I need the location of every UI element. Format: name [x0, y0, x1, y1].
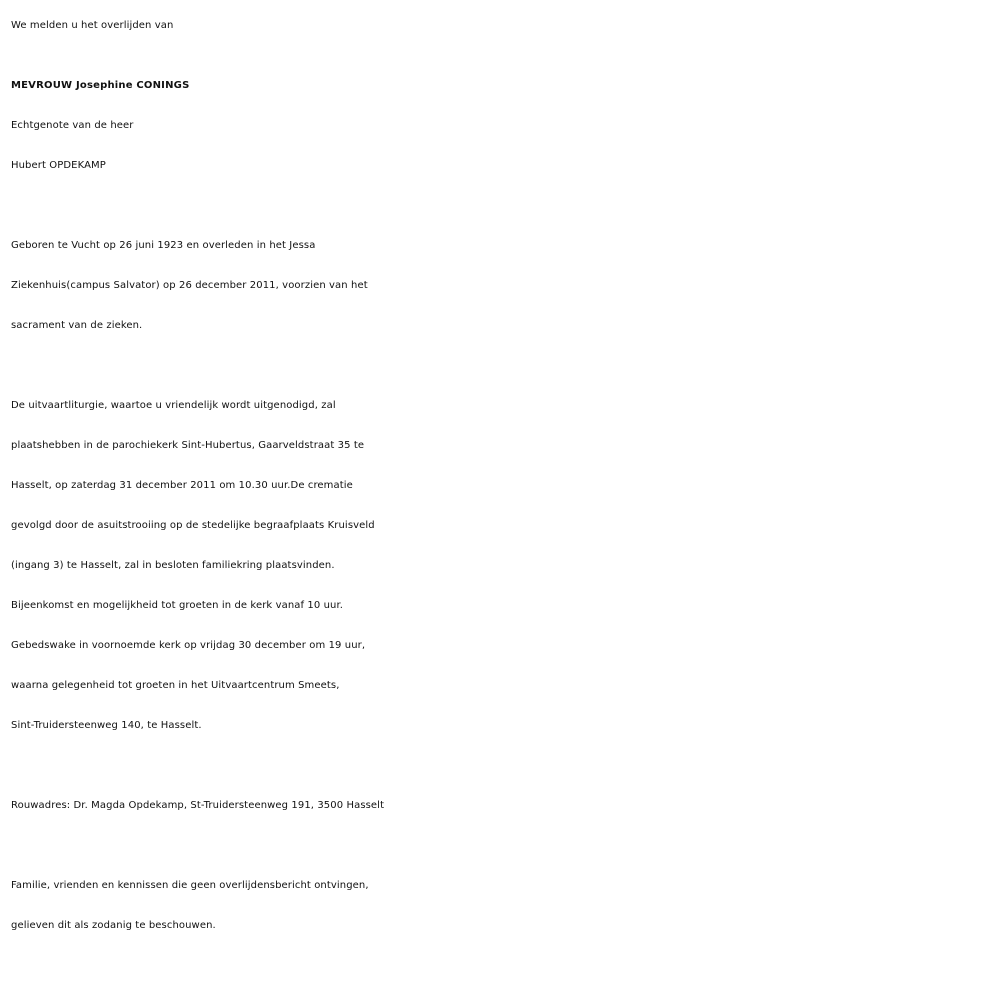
paragraph-line: gelieven dit als zodanig te beschouwen.: [11, 920, 216, 931]
relation-line: Echtgenote van de heer: [11, 120, 134, 131]
paragraph-line: Hasselt, op zaterdag 31 december 2011 om 10.30 uur.De crematie: [11, 480, 353, 491]
spacer: [11, 346, 996, 386]
spouse-name: Hubert OPDEKAMP: [11, 160, 106, 171]
address-paragraph: [11, 786, 996, 826]
paragraph-line: (ingang 3) te Hasselt, zal in besloten familiekring plaatsvinden.: [11, 560, 335, 571]
paragraph-line: Rouwadres: Dr. Magda Opdekamp, St-Truidersteenweg 191, 3500 Hasselt: [11, 800, 385, 811]
paragraph-line: waarna gelegenheid tot groeten in het Uitvaartcentrum Smeets,: [11, 680, 340, 691]
spacer: [11, 826, 996, 866]
closing-paragraph: [11, 866, 996, 946]
paragraph-line: Gebedswake in voornoemde kerk op vrijdag 30 december om 19 uur,: [11, 640, 366, 651]
paragraph-line: Familie, vrienden en kennissen die geen overlijdensbericht ontvingen,: [11, 880, 369, 891]
deceased-name: MEVROUW Josephine CONINGS: [11, 80, 190, 91]
paragraph-line: De uitvaartliturgie, waartoe u vriendelijk wordt uitgenodigd, zal: [11, 400, 336, 411]
paragraph-line: plaatshebben in de parochiekerk Sint-Hubertus, Gaarveldstraat 35 te: [11, 440, 365, 451]
spacer: [11, 746, 996, 786]
paragraph-line: Ziekenhuis(campus Salvator) op 26 december 2011, voorzien van het: [11, 280, 368, 291]
paragraph-line: Sint-Truidersteenweg 140, te Hasselt.: [11, 720, 202, 731]
death-notice: [11, 6, 996, 946]
paragraph-line: sacrament van de zieken.: [11, 320, 143, 331]
paragraph-line: Geboren te Vucht op 26 juni 1923 en overleden in het Jessa: [11, 240, 316, 251]
birth-death-paragraph: [11, 226, 996, 346]
funeral-paragraph: [11, 386, 996, 746]
paragraph-line: Bijeenkomst en mogelijkheid tot groeten in de kerk vanaf 10 uur.: [11, 600, 344, 611]
spacer: [11, 186, 996, 226]
paragraph-line: gevolgd door de asuitstrooiing op de stedelijke begraafplaats Kruisveld: [11, 520, 375, 531]
intro-text: We melden u het overlijden van: [11, 20, 174, 31]
